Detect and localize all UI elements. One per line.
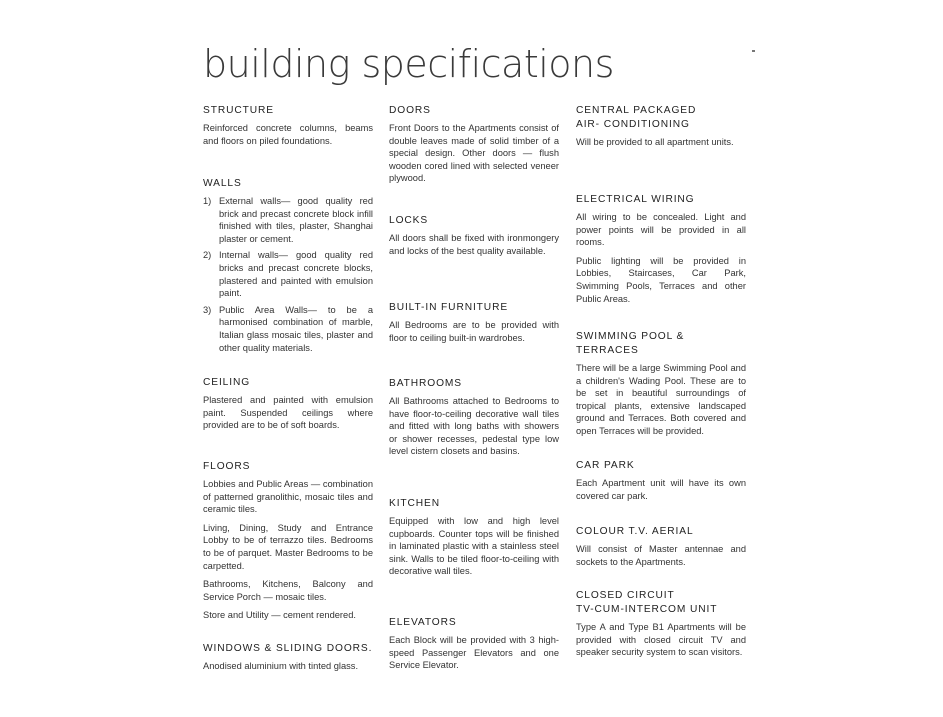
section-body: Each Apartment unit will have its own covered car park. <box>576 478 746 501</box>
section-heading: DOORS <box>389 105 431 116</box>
section-kitchen <box>389 497 559 578</box>
section-heading: CENTRAL PACKAGED <box>576 105 697 116</box>
section-body: There will be a large Swimming Pool and a children's Wading Pool. These are to be set in beautiful surroundings of tropical plants, extensive landscaped ground and Terraces. Both covered and open Terraces will be provided. <box>576 363 746 436</box>
section-heading: CLOSED CIRCUIT <box>576 590 675 601</box>
section-body: Will be provided to all apartment units. <box>576 137 734 147</box>
corner-mark <box>752 50 755 52</box>
section-car-park <box>576 459 746 502</box>
section-walls <box>203 177 373 358</box>
section-body: All doors shall be fixed with ironmongery and locks of the best quality available. <box>389 233 559 256</box>
section-elevators <box>389 616 559 672</box>
section-heading: TV-CUM-INTERCOM UNIT <box>576 604 718 615</box>
section-bathrooms <box>389 377 559 458</box>
section-windows <box>203 642 373 673</box>
list-item: 1) External walls— good quality red brick and precast concrete block infill finished with tiles, plaster, Shanghai plaster or cement. <box>203 196 373 244</box>
walls-list <box>203 195 373 354</box>
section-body: All Bedrooms are to be provided with floor to ceiling built-in wardrobes. <box>389 320 559 343</box>
section-body: Lobbies and Public Areas — combination of patterned granolithic, mosaic tiles and ceramic tiles. <box>203 479 373 515</box>
section-body: Plastered and painted with emulsion paint. Suspended ceilings where provided are to be of soft boards. <box>203 395 373 431</box>
section-heading: CAR PARK <box>576 460 635 471</box>
section-body: Store and Utility — cement rendered. <box>203 610 356 621</box>
section-heading: COLOUR T.V. AERIAL <box>576 526 694 537</box>
section-body: Type A and Type B1 Apartments will be provided with closed circuit TV and speaker security system to scan visitors. <box>576 622 746 658</box>
section-structure <box>203 104 373 147</box>
section-body: Bathrooms, Kitchens, Balcony and Service Porch — mosaic tiles. <box>203 579 373 602</box>
section-ceiling <box>203 376 373 432</box>
list-item: 2) Internal walls— good quality red bricks and precast concrete blocks, plastered and painted with emulsion paint. <box>203 250 373 299</box>
section-tv-aerial <box>576 525 746 568</box>
section-body: Front Doors to the Apartments consist of double leaves made of solid timber of a special design. Other doors — flush wooden cored lined with selected veneer plywood. <box>389 123 559 184</box>
section-heading: STRUCTURE <box>203 105 274 116</box>
section-heading: BATHROOMS <box>389 378 462 389</box>
section-cctv <box>576 589 746 659</box>
section-heading: CEILING <box>203 377 251 388</box>
section-heading: LOCKS <box>389 215 429 226</box>
page-title: building specifications <box>203 42 614 86</box>
section-heading: FLOORS <box>203 461 251 472</box>
section-body: Will consist of Master antennae and sockets to the Apartments. <box>576 544 746 567</box>
section-swimming-pool <box>576 330 746 438</box>
section-body: Living, Dining, Study and Entrance Lobby to be of terrazzo tiles. Bedrooms to be of parquet. Master Bedrooms to be carpetted. <box>203 522 373 571</box>
section-heading: WINDOWS & SLIDING DOORS. <box>203 643 373 654</box>
section-body: Each Block will be provided with 3 high-speed Passenger Elevators and one Service Elevator. <box>389 635 559 671</box>
section-doors <box>389 104 559 185</box>
section-heading: ELEVATORS <box>389 617 457 628</box>
section-body: Public lighting will be provided in Lobbies, Staircases, Car Park, Swimming Pools, Terraces and other Public Areas. <box>576 255 746 304</box>
section-heading: KITCHEN <box>389 498 441 509</box>
section-built-in-furniture <box>389 301 559 344</box>
section-body: Anodised aluminium with tinted glass. <box>203 661 359 671</box>
section-heading: ELECTRICAL WIRING <box>576 194 695 205</box>
section-body: Equipped with low and high level cupboards. Counter tops will be finished in laminated plastic with a stainless steel sink. Walls to be tiled floor-to-ceiling with decorative wall tiles. <box>389 516 559 577</box>
list-item: 3) Public Area Walls— to be a harmonised combination of marble, Italian glass mosaic tiles, plaster and other quality materials. <box>203 304 373 353</box>
section-body: Reinforced concrete columns, beams and floors on piled foundations. <box>203 123 373 146</box>
section-floors <box>203 460 373 622</box>
section-body: All wiring to be concealed. Light and power points will be provided in all rooms. <box>576 212 746 248</box>
section-air-conditioning <box>576 104 746 149</box>
section-heading: BUILT-IN FURNITURE <box>389 302 509 313</box>
section-heading: AIR- CONDITIONING <box>576 119 690 130</box>
section-electrical-wiring <box>576 193 746 305</box>
section-body: All Bathrooms attached to Bedrooms to have floor-to-ceiling decorative wall tiles and fitted with long baths with showers or shower recesses, pedestal type low level cistern closets and basins. <box>389 396 559 457</box>
section-heading: SWIMMING POOL & TERRACES <box>576 331 685 356</box>
section-locks <box>389 214 559 257</box>
section-heading: WALLS <box>203 178 242 189</box>
